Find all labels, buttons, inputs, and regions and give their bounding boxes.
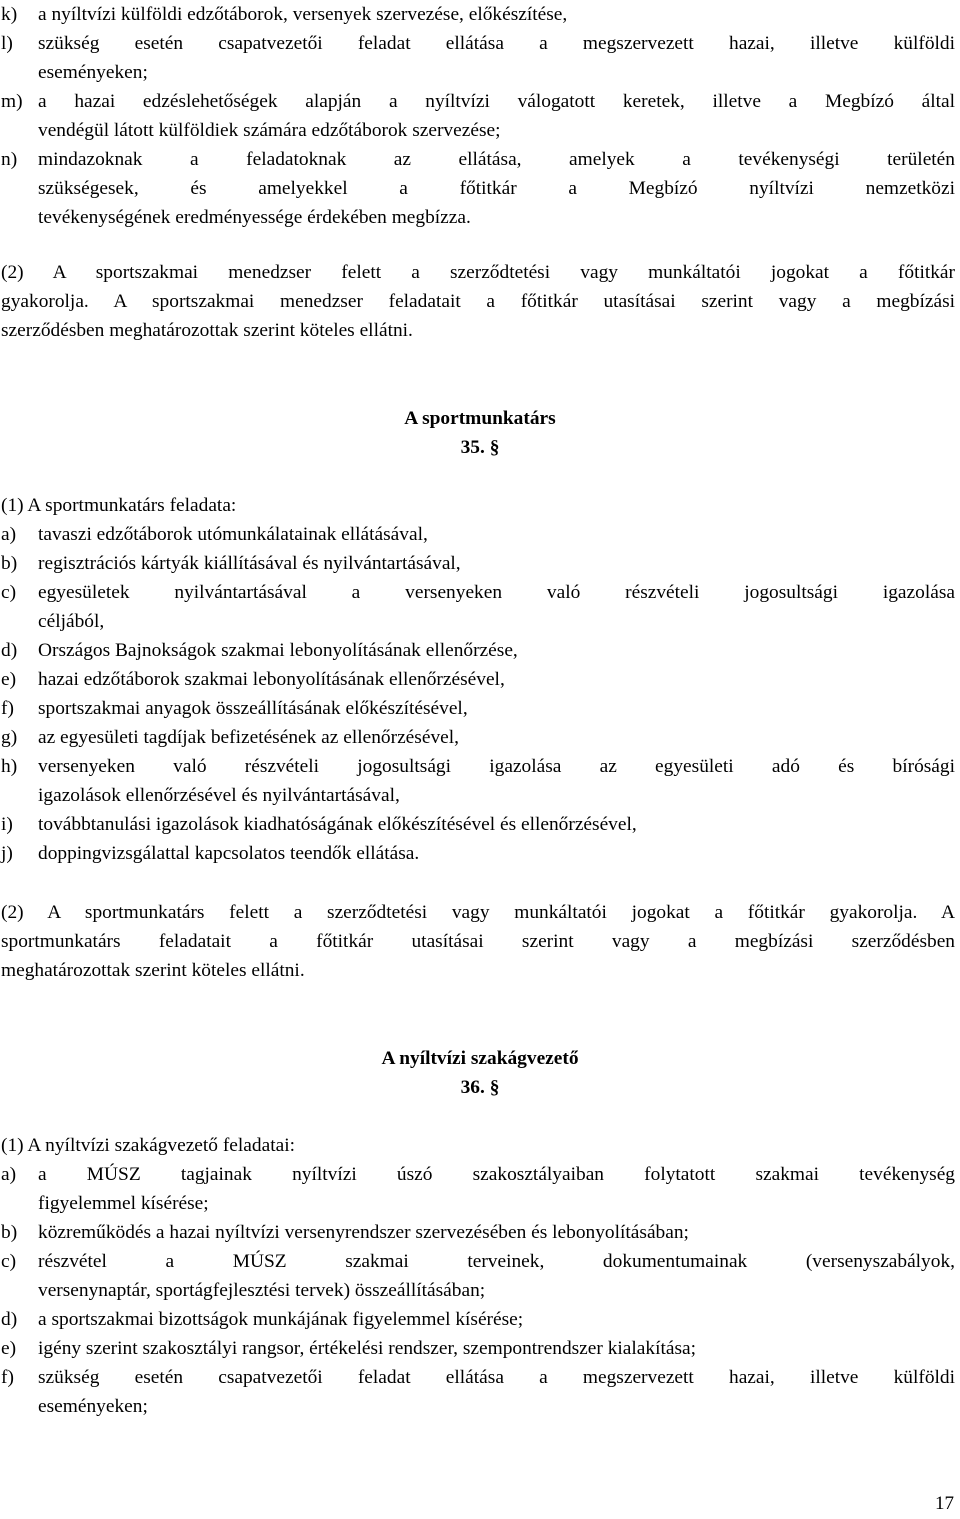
paragraph-line: meghatározottak szerint köteles ellátni.: [1, 960, 305, 981]
section-36-body: [1, 1131, 955, 1421]
paragraph-line: szerződésben meghatározottak szerint köteles ellátni.: [1, 320, 413, 341]
item-label: j): [1, 843, 13, 864]
list-item: [1, 549, 955, 578]
page-number: 17: [935, 1493, 954, 1514]
list-item: [1, 1334, 955, 1363]
item-label: a): [1, 524, 17, 545]
item-text: eseményeken;: [38, 1396, 148, 1417]
item-label: a): [1, 1164, 17, 1185]
item-label: d): [1, 1309, 18, 1330]
item-text: céljából,: [38, 611, 105, 632]
section-intro: (1) A nyíltvízi szakágvezető feladatai:: [1, 1135, 295, 1156]
item-label: f): [1, 698, 14, 719]
item-label: d): [1, 640, 18, 661]
list-item: [1, 145, 955, 232]
item-text: szükség esetén csapatvezetői feladat ellátása a megszervezett hazai, illetve külföldi: [38, 1367, 955, 1388]
item-text: tavaszi edzőtáborok utómunkálatainak ellátásával,: [38, 524, 428, 545]
section-number: 35. §: [460, 437, 500, 458]
list-item: [1, 1247, 955, 1305]
item-label: i): [1, 814, 13, 835]
paragraph-line: gyakorolja. A sportszakmai menedzser feladatait a főtitkár utasításai szerint vagy a megbízási: [1, 291, 955, 312]
item-label: b): [1, 553, 18, 574]
item-text: versenyeken való részvételi jogosultsági igazolása az egyesületi adó és bírósági: [38, 756, 955, 777]
item-label: b): [1, 1222, 18, 1243]
item-text: egyesületek nyilvántartásával a versenyeken való részvételi jogosultsági igazolása: [38, 582, 955, 603]
list-item: [1, 636, 955, 665]
list-item: [1, 723, 955, 752]
item-text: igazolások ellenőrzésével és nyilvántartásával,: [38, 785, 400, 806]
item-text: igény szerint szakosztályi rangsor, értékelési rendszer, szempontrendszer kialakítása;: [38, 1338, 697, 1359]
item-label: k): [1, 4, 18, 25]
item-text: szükségesek, és amelyekkel a főtitkár a Megbízó nyíltvízi nemzetközi: [38, 178, 955, 199]
item-text: regisztrációs kártyák kiállításával és nyilvántartásával,: [38, 553, 461, 574]
list-item: [1, 29, 955, 87]
item-text: Országos Bajnokságok szakmai lebonyolításának ellenőrzése,: [38, 640, 518, 661]
list-item: [1, 752, 955, 810]
section-title: A sportmunkatárs: [404, 408, 556, 429]
item-text: hazai edzőtáborok szakmai lebonyolításának ellenőrzésével,: [38, 669, 505, 690]
item-label: g): [1, 727, 18, 748]
list-item: [1, 520, 955, 549]
item-text: továbbtanulási igazolások kiadhatóságának előkészítésével és ellenőrzésével,: [38, 814, 637, 835]
paragraph-line: sportmunkatárs feladatait a főtitkár utasításai szerint vagy a megbízási szerződésben: [1, 931, 955, 952]
list-item: [1, 665, 955, 694]
list-item: [1, 1363, 955, 1421]
item-label: l): [1, 33, 13, 54]
paragraph-line: (2) A sportmunkatárs felett a szerződtetési vagy munkáltatói jogokat a főtitkár gyakorolja. A: [1, 902, 955, 923]
list-item: [1, 1160, 955, 1218]
item-text: az egyesületi tagdíjak befizetésének az ellenőrzésével,: [38, 727, 459, 748]
item-label: c): [1, 582, 17, 603]
item-text: tevékenységének eredményessége érdekében megbízza.: [38, 207, 471, 228]
item-label: c): [1, 1251, 17, 1272]
list-item: [1, 87, 955, 145]
item-text: figyelemmel kísérése;: [38, 1193, 209, 1214]
list-item: [1, 0, 955, 29]
item-text: versenynaptár, sportágfejlesztési tervek) összeállításában;: [38, 1280, 486, 1301]
item-label: h): [1, 756, 18, 777]
item-text: sportszakmai anyagok összeállításának előkészítésével,: [38, 698, 468, 719]
section-number: 36. §: [460, 1077, 500, 1098]
item-text: részvétel a MÚSZ szakmai terveinek, dokumentumainak (versenyszabályok,: [38, 1251, 955, 1272]
list-item: [1, 1218, 955, 1247]
item-text: a hazai edzéslehetőségek alapján a nyíltvízi válogatott keretek, illetve a Megbízó által: [38, 91, 955, 112]
list-item: [1, 810, 955, 839]
section-35-body: [1, 491, 955, 868]
item-text: eseményeken;: [38, 62, 148, 83]
item-text: szükség esetén csapatvezetői feladat ellátása a megszervezett hazai, illetve külföldi: [38, 33, 955, 54]
item-text: mindazoknak a feladatoknak az ellátása, amelyek a tevékenységi területén: [38, 149, 955, 170]
paragraph-35-2: [1, 898, 955, 985]
item-label: n): [1, 149, 18, 170]
section-intro: (1) A sportmunkatárs feladata:: [1, 495, 237, 516]
item-label: f): [1, 1367, 14, 1388]
item-text: a nyíltvízi külföldi edzőtáborok, versenyek szervezése, előkészítése,: [38, 4, 568, 25]
item-text: közreműködés a hazai nyíltvízi versenyrendszer szervezésében és lebonyolításában;: [38, 1222, 689, 1243]
paragraph-line: (2) A sportszakmai menedzser felett a szerződtetési vagy munkáltatói jogokat a főtitkár: [1, 262, 955, 283]
item-text: a MÚSZ tagjainak nyíltvízi úszó szakosztályaiban folytatott szakmai tevékenység: [38, 1164, 955, 1185]
item-text: vendégül látott külföldiek számára edzőtáborok szervezése;: [38, 120, 501, 141]
item-label: e): [1, 669, 17, 690]
paragraph-34-2: [1, 258, 955, 345]
top-list: [1, 0, 955, 232]
list-item: [1, 694, 955, 723]
list-item: [1, 1305, 955, 1334]
item-label: e): [1, 1338, 17, 1359]
list-item: [1, 578, 955, 636]
item-text: doppingvizsgálattal kapcsolatos teendők ellátása.: [38, 843, 420, 864]
item-label: m): [1, 91, 23, 112]
item-text: a sportszakmai bizottságok munkájának figyelemmel kísérése;: [38, 1309, 524, 1330]
section-title: A nyíltvízi szakágvezető: [381, 1048, 579, 1069]
list-item: [1, 839, 955, 868]
